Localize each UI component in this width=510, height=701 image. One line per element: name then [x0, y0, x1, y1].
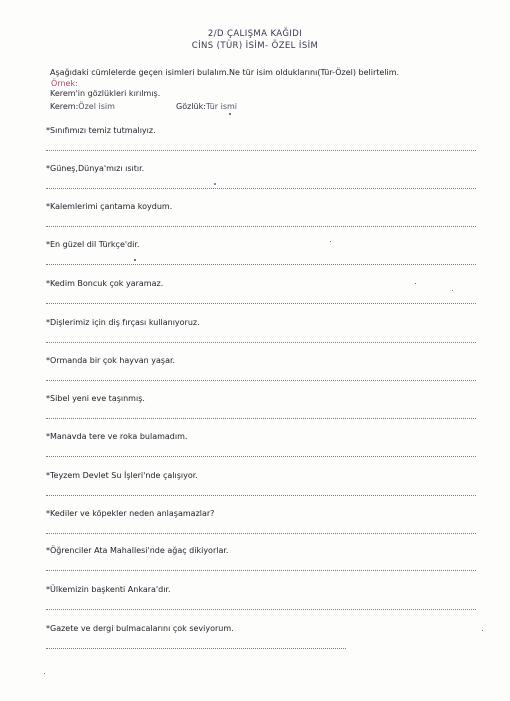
example-answer-1-key: Kerem: — [50, 102, 79, 111]
question-text: *Güneş,Dünya'mızı ısıtır. — [46, 164, 145, 173]
scan-speck — [134, 259, 136, 261]
answer-line[interactable] — [46, 533, 476, 534]
example-answer-2-value: Tür ismi — [205, 102, 238, 111]
example-answer-2 — [176, 102, 237, 111]
question-item — [46, 394, 476, 403]
question-item — [46, 240, 476, 249]
question-item — [46, 624, 476, 633]
instruction-text: Aşağıdaki cümlelerde geçen isimleri bulalım.Ne tür isim olduklarını(Tür-Özel) belirtelim. — [50, 68, 400, 77]
question-item — [46, 164, 476, 173]
question-item — [46, 318, 476, 327]
question-text: *Teyzem Devlet Su İşleri'nde çalışıyor. — [46, 471, 198, 480]
question-text: *En güzel dil Türkçe'dir. — [46, 240, 140, 249]
question-item — [46, 279, 476, 288]
answer-line[interactable] — [46, 648, 346, 649]
scan-speck — [330, 241, 331, 242]
question-item — [46, 546, 476, 555]
scan-speck — [482, 630, 483, 631]
question-item — [46, 585, 476, 594]
scan-speck — [44, 673, 45, 674]
scan-speck — [415, 283, 416, 284]
example-answer-1 — [50, 102, 115, 111]
answer-line[interactable] — [46, 456, 476, 457]
answer-line[interactable] — [46, 380, 476, 381]
question-text: *Öğrenciler Ata Mahallesi'nde ağaç dikiyorlar. — [46, 546, 229, 555]
question-text: *Kedim Boncuk çok yaramaz. — [46, 279, 164, 288]
question-text: *Ormanda bir çok hayvan yaşar. — [46, 356, 176, 365]
question-text: *Kediler ve köpekler neden anlaşamazlar? — [46, 509, 215, 518]
question-item — [46, 471, 476, 480]
question-text: *Sibel yeni eve taşınmış. — [46, 394, 145, 403]
question-text: *Kalemlerimi çantama koydum. — [46, 202, 173, 211]
answer-line[interactable] — [46, 303, 476, 304]
answer-line[interactable] — [46, 226, 476, 227]
question-item — [46, 126, 476, 135]
answer-line[interactable] — [46, 609, 476, 610]
example-answer-1-value: Özel isim — [78, 102, 115, 111]
scan-speck — [229, 113, 231, 115]
question-item — [46, 202, 476, 211]
question-item — [46, 509, 476, 518]
scan-speck — [214, 183, 216, 185]
answer-line[interactable] — [46, 495, 476, 496]
question-item — [46, 356, 476, 365]
answer-line[interactable] — [46, 418, 476, 419]
question-item — [46, 432, 476, 441]
question-text: *Sınıfımızı temiz tutmalıyız. — [46, 126, 156, 135]
answer-line[interactable] — [46, 188, 476, 189]
example-label: Örnek: — [51, 79, 78, 88]
question-text: *Manavda tere ve roka bulamadım. — [46, 432, 188, 441]
question-text: *Dişlerimiz için diş fırçası kullanıyoruz. — [46, 318, 200, 327]
answer-line[interactable] — [46, 570, 476, 571]
answer-line[interactable] — [46, 264, 476, 265]
scan-speck — [452, 290, 453, 291]
answer-line[interactable] — [46, 150, 476, 151]
answer-line[interactable] — [46, 342, 476, 343]
worksheet-title: 2/D ÇALIŞMA KAĞIDI — [207, 29, 303, 39]
example-answer-2-key: Gözlük: — [176, 102, 206, 111]
question-text: *Gazete ve dergi bulmacalarını çok seviyorum. — [46, 624, 234, 633]
question-text: *Ülkemizin başkenti Ankara'dır. — [46, 585, 171, 594]
example-sentence: Kerem'in gözlükleri kırılmış. — [50, 89, 161, 98]
worksheet-subtitle: CİNS (TÜR) İSİM- ÖZEL İSİM — [191, 41, 319, 51]
